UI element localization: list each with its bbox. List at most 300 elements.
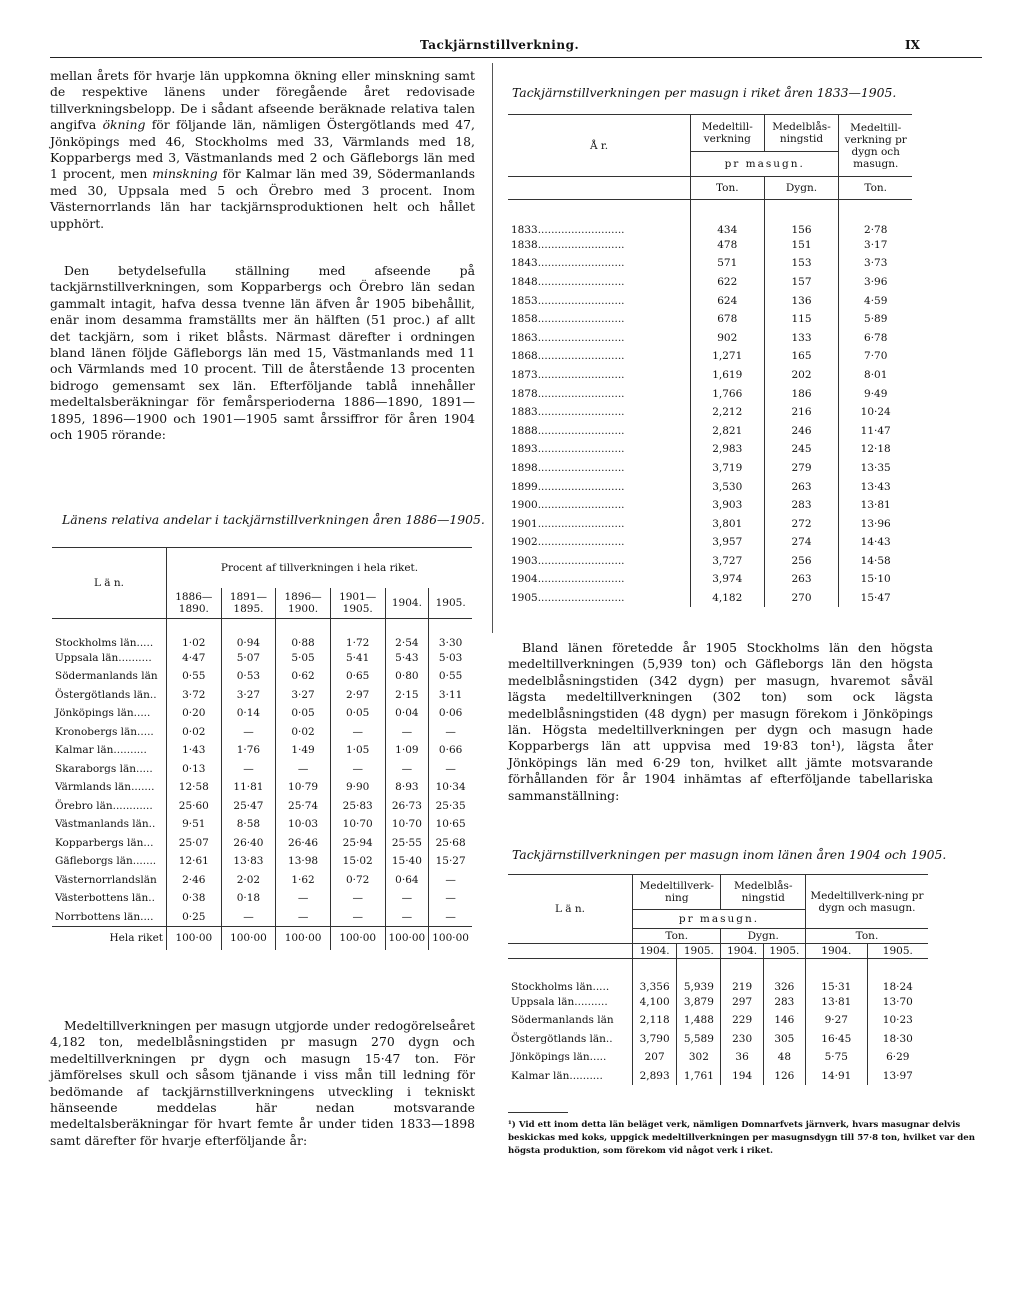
table-cell: 15·27 (429, 852, 472, 871)
table-cell: 10·03 (276, 815, 331, 834)
table1-caption: Länens relativa andelar i tackjärnstillverkningen åren 1886—1905. (62, 512, 485, 527)
table-cell: 26·73 (385, 797, 429, 816)
table-cell: 5·41 (330, 649, 385, 668)
table-cell: 3,356 (633, 959, 677, 993)
table-cell: 156 (764, 200, 839, 236)
table-cell: 13·70 (867, 993, 928, 1012)
table-row (508, 459, 912, 478)
header-rule (50, 57, 982, 58)
year-label: 1905.......................... (511, 592, 625, 605)
table-cell: 2,118 (633, 1011, 677, 1030)
t1-col-header: 1891—1895. (221, 588, 276, 619)
table-cell: 1,271 (691, 347, 765, 366)
table-cell: 1·72 (330, 619, 385, 649)
table-cell: 4·59 (839, 291, 912, 310)
table-cell: 25·83 (330, 797, 385, 816)
table-cell: 202 (764, 366, 839, 385)
t3-unit2: Dygn. (721, 929, 805, 944)
table-row (508, 1011, 928, 1030)
table-cell: 3·96 (839, 273, 912, 292)
table-per-masugn-lan (508, 874, 928, 1085)
table-cell: 2·54 (385, 619, 429, 649)
table-row (508, 533, 912, 552)
table-cell: 3,719 (691, 459, 765, 478)
table-cell: 283 (763, 993, 805, 1012)
table-row (508, 273, 912, 292)
table-cell: 165 (764, 347, 839, 366)
table-cell: 0·18 (221, 889, 276, 908)
table-cell: 14·58 (839, 552, 912, 571)
table3-caption: Tackjärnstillverkningen per masugn inom länen åren 1904 och 1905. (512, 847, 947, 862)
t3-unit3: Ton. (805, 929, 928, 944)
table-cell: 9·27 (805, 1011, 867, 1030)
table-cell: 3,801 (691, 514, 765, 533)
total-row (52, 926, 472, 950)
table-cell: 678 (691, 310, 765, 329)
table-cell: 5·89 (839, 310, 912, 329)
p1-d: för följande län, nämligen Östergötlands med 47, Jönköpings med 46, Stockholms med 33, Värmlands med 18, Kopparbergs med 3, Västmanlands med 2 och Gäfleborgs län med 1 procent, men (50, 117, 475, 182)
year-label: 1878.......................... (511, 387, 625, 400)
total-cell: 100·00 (276, 926, 331, 950)
table-cell: 5,939 (677, 959, 721, 993)
table-cell: 13·81 (839, 496, 912, 515)
t1-lan-header: L ä n. (52, 548, 167, 619)
table-cell: — (276, 889, 331, 908)
table-cell: 270 (764, 589, 839, 608)
year-label: 1888.......................... (511, 424, 625, 437)
table-row (52, 723, 472, 742)
t1-col-header: 1896—1900. (276, 588, 331, 619)
table-row (52, 649, 472, 668)
table-cell: 6·29 (867, 1048, 928, 1067)
table-cell: 12·58 (167, 778, 222, 797)
table-cell: 256 (764, 552, 839, 571)
table-row (52, 889, 472, 908)
table-cell: 2,983 (691, 440, 765, 459)
table-cell: 1·76 (221, 741, 276, 760)
table-cell: 274 (764, 533, 839, 552)
table-cell: 571 (691, 254, 765, 273)
t3-col2-header: Medelblås-ningstid (721, 875, 805, 910)
table-cell: 0·94 (221, 619, 276, 649)
table-cell: — (330, 889, 385, 908)
table-cell: 10·70 (330, 815, 385, 834)
table-cell: 0·53 (221, 667, 276, 686)
table-cell: 5,589 (677, 1030, 721, 1049)
year-label: 1868.......................... (511, 350, 625, 363)
table2-caption: Tackjärnstillverkningen per masugn i riket åren 1833—1905. (512, 85, 897, 100)
table-cell: 0·25 (167, 908, 222, 927)
table-cell: 115 (764, 310, 839, 329)
t2-year-header: Å r. (589, 139, 609, 152)
table-row (52, 619, 472, 649)
table-row (52, 760, 472, 779)
table-cell: — (276, 760, 331, 779)
row-label: Uppsala län.......... (511, 995, 608, 1008)
table-cell: 2·97 (330, 686, 385, 705)
table-row (52, 741, 472, 760)
table-cell: 36 (721, 1048, 763, 1067)
table-per-masugn-riket (508, 114, 912, 607)
table-cell: 1·09 (385, 741, 429, 760)
table-cell: 0·20 (167, 704, 222, 723)
t2-unit3: Ton. (839, 177, 912, 200)
table-cell: 4,100 (633, 993, 677, 1012)
table-cell: 8·58 (221, 815, 276, 834)
table-cell: 126 (763, 1067, 805, 1086)
table-row (508, 496, 912, 515)
t3-lan-header: L ä n. (554, 903, 585, 915)
table-cell: 3,727 (691, 552, 765, 571)
year-label: 1843.......................... (511, 257, 625, 270)
total-label: Hela riket (52, 926, 167, 950)
table-cell: — (330, 723, 385, 742)
table-cell: 3·30 (429, 619, 472, 649)
p1-e: minskning (152, 166, 218, 182)
table-cell: 16·45 (805, 1030, 867, 1049)
table-cell: 1·05 (330, 741, 385, 760)
table-cell: 4·47 (167, 649, 222, 668)
table-cell: 11·47 (839, 421, 912, 440)
table-cell: 3·27 (276, 686, 331, 705)
table-cell: 3,974 (691, 570, 765, 589)
table-cell: 0·55 (167, 667, 222, 686)
table-cell: 13·96 (839, 514, 912, 533)
table-cell: 263 (764, 570, 839, 589)
p1-b: De i sådant afseende beräknade relativa talen angifva (50, 100, 475, 133)
left-paragraph-1 (50, 68, 475, 232)
table-cell: 245 (764, 440, 839, 459)
table-row (508, 440, 912, 459)
table-cell: — (385, 723, 429, 742)
table-cell: 2·02 (221, 871, 276, 890)
table-cell: 13·97 (867, 1067, 928, 1086)
year-header: 1905. (763, 944, 805, 959)
table-row (508, 200, 912, 236)
table-row (52, 704, 472, 723)
table-cell: 1·49 (276, 741, 331, 760)
table-cell: 478 (691, 236, 765, 255)
row-label: Kalmar län.......... (511, 1069, 603, 1082)
table-cell: 1·02 (167, 619, 222, 649)
table-row (508, 589, 912, 608)
table-cell: 326 (763, 959, 805, 993)
table-cell: 5·03 (429, 649, 472, 668)
row-label: Skaraborgs län..... (55, 762, 153, 775)
table-cell: 3,879 (677, 993, 721, 1012)
table-cell: 2·78 (839, 200, 912, 236)
table-cell: 229 (721, 1011, 763, 1030)
table-row (508, 328, 912, 347)
total-cell: 100·00 (330, 926, 385, 950)
row-label: Västernorrlandslän (55, 873, 157, 886)
table-cell: 1·43 (167, 741, 222, 760)
table-cell: 2,212 (691, 403, 765, 422)
table-cell: 0·38 (167, 889, 222, 908)
t1-col-header: 1901—1905. (330, 588, 385, 619)
table-cell: 0·55 (429, 667, 472, 686)
table-cell: 25·60 (167, 797, 222, 816)
table-cell: 18·24 (867, 959, 928, 993)
table-cell: 1·62 (276, 871, 331, 890)
row-label: Kalmar län.......... (55, 744, 147, 757)
year-label: 1863.......................... (511, 331, 625, 344)
table-cell: 10·34 (429, 778, 472, 797)
table-cell: 14·43 (839, 533, 912, 552)
table-cell: 15·31 (805, 959, 867, 993)
table-cell: 0·80 (385, 667, 429, 686)
table-cell: 2,821 (691, 421, 765, 440)
year-label: 1848.......................... (511, 275, 625, 288)
table-cell: 25·47 (221, 797, 276, 816)
table-cell: 3·27 (221, 686, 276, 705)
table-cell: 2·46 (167, 871, 222, 890)
table-cell: — (429, 889, 472, 908)
year-label: 1873.......................... (511, 368, 625, 381)
table-cell: 3·17 (839, 236, 912, 255)
table-cell: 283 (764, 496, 839, 515)
year-label: 1900.......................... (511, 499, 625, 512)
table-cell: 9·51 (167, 815, 222, 834)
table-cell: — (429, 760, 472, 779)
table-row (508, 347, 912, 366)
table-row (508, 570, 912, 589)
year-label: 1904.......................... (511, 573, 625, 586)
table-cell: — (330, 760, 385, 779)
row-label: Gäfleborgs län....... (55, 855, 157, 868)
table-row (508, 236, 912, 255)
table-cell: 3,790 (633, 1030, 677, 1049)
table-cell: 5·05 (276, 649, 331, 668)
total-cell: 100·00 (429, 926, 472, 950)
table-cell: 26·46 (276, 834, 331, 853)
year-label: 1858.......................... (511, 313, 625, 326)
table-cell: 15·47 (839, 589, 912, 608)
table-cell: 136 (764, 291, 839, 310)
p1-a: mellan årets för hvarje län uppkomna ökning eller minskning samt de respektive länens under föregående året redovisade tillverkningsbelopp. (50, 68, 475, 116)
year-header: 1905. (867, 944, 928, 959)
t1-span-header: Procent af tillverkningen i hela riket. (167, 548, 473, 589)
table-cell: 6·78 (839, 328, 912, 347)
table-cell: 146 (763, 1011, 805, 1030)
table-cell: 18·30 (867, 1030, 928, 1049)
row-label: Östergötlands län.. (55, 688, 157, 701)
year-header: 1904. (805, 944, 867, 959)
row-label: Kronobergs län..... (55, 725, 154, 738)
table-cell: 13·81 (805, 993, 867, 1012)
table-cell: 14·91 (805, 1067, 867, 1086)
table-cell: 0·62 (276, 667, 331, 686)
row-label: Västmanlands län.. (55, 818, 156, 831)
table-cell: 230 (721, 1030, 763, 1049)
table-cell: 10·70 (385, 815, 429, 834)
table-row (508, 1067, 928, 1086)
row-label: Norrbottens län.... (55, 910, 154, 923)
t1-col-header: 1905. (429, 588, 472, 619)
column-divider (492, 63, 493, 633)
footnote: ¹) Vid ett inom detta län beläget verk, nämligen Domnarfvets järnverk, hvars masugnar delvis beskickas med koks, uppgick medeltillverkningen per masugnsdygn till 57·8 ton, hvilket var den högsta produktion, som förekom vid något verk i riket. (508, 1120, 976, 1156)
t3-col1-header: Medeltillverk-ning (633, 875, 721, 910)
p1-f: för Kalmar län med 39, Södermanlands med 30, Uppsala med 5 och Örebro med 3 procent. Inom Västernorrlands län har tackjärnsproduktionen helt och hållet upphört. (50, 166, 475, 231)
total-cell: 100·00 (221, 926, 276, 950)
table-row (508, 254, 912, 273)
row-label: Kopparbergs län... (55, 836, 154, 849)
table-cell: — (385, 889, 429, 908)
table-cell: 2·15 (385, 686, 429, 705)
table-cell: 15·40 (385, 852, 429, 871)
t2-unit1: Ton. (691, 177, 765, 200)
table-cell: 8·93 (385, 778, 429, 797)
table-cell: 0·02 (276, 723, 331, 742)
total-cell: 100·00 (167, 926, 222, 950)
table-cell: 0·88 (276, 619, 331, 649)
year-label: 1893.......................... (511, 443, 625, 456)
table-cell: 0·65 (330, 667, 385, 686)
table-cell: 13·35 (839, 459, 912, 478)
table-cell: — (429, 908, 472, 927)
row-label: Östergötlands län.. (511, 1032, 613, 1045)
t3-col3-header: Medeltillverk-ning pr dygn och masugn. (805, 875, 928, 929)
table-cell: 302 (677, 1048, 721, 1067)
table-cell: 263 (764, 477, 839, 496)
table-cell: — (385, 908, 429, 927)
table-cell: 5·07 (221, 649, 276, 668)
table-cell: 25·94 (330, 834, 385, 853)
table-cell: 305 (763, 1030, 805, 1049)
left-paragraph-3: Medeltillverkningen per masugn utgjorde under redogörelseåret 4,182 ton, medelblåsningstiden pr masugn 270 dygn och medeltillverkningen pr dygn och masugn 15·47 ton. För jämförelses skull och såsom tjänande i viss mån till ledning för bedömande af tackjärnstillverkningens utveckling i tekniskt hänseende meddelas här nedan motsvarande medeltalsberäkningar för hvart femte år under tiden 1833—1898 samt därefter för hvarje efterföljande år: (50, 1018, 475, 1148)
row-label: Stockholms län..... (55, 636, 154, 649)
table-cell: 186 (764, 384, 839, 403)
table-cell: 13·98 (276, 852, 331, 871)
table-cell: 25·35 (429, 797, 472, 816)
t3-unit1: Ton. (633, 929, 721, 944)
year-label: 1898.......................... (511, 461, 625, 474)
table-row (52, 778, 472, 797)
table-row (508, 1048, 928, 1067)
table-row (52, 834, 472, 853)
table-cell: 434 (691, 200, 765, 236)
table-cell: 7·70 (839, 347, 912, 366)
table-cell: 26·40 (221, 834, 276, 853)
table-cell: 15·02 (330, 852, 385, 871)
table-cell: 622 (691, 273, 765, 292)
row-label: Uppsala län.......... (55, 651, 152, 664)
right-paragraph-1: Bland länen företedde år 1905 Stockholms län den högsta medeltillverkningen (5,939 ton) och Gäfleborgs län den högsta medelblåsningstiden (342 dygn) per masugn, hvaremot såväl lägsta medeltillverkningen (302 ton) som ock lägsta medelblåsningstiden (48 dygn) per masugn förekom i Jönköpings län. Högsta medeltillverkningen per dygn och masugn hade Kopparbergs län att uppvisa med 19·83 ton¹), lägsta åter Jönköpings län med 6·29 ton, hvilket allt jämte motsvarande förhållanden för år 1904 inhämtas af efterföljande tabellariska sammanställning: (508, 640, 933, 803)
page-number: IX (905, 38, 920, 52)
table-cell: 5·43 (385, 649, 429, 668)
t2-col3-header: Medeltill-verkning pr dygn och masugn. (839, 115, 912, 177)
year-label: 1899.......................... (511, 480, 625, 493)
table-cell: 4,182 (691, 589, 765, 608)
table-cell: 25·68 (429, 834, 472, 853)
row-label: Södermanlands län (55, 670, 158, 683)
table-cell: 15·10 (839, 570, 912, 589)
table-row (508, 552, 912, 571)
table-row (508, 1030, 928, 1049)
table-cell: 1,761 (677, 1067, 721, 1086)
total-cell: 100·00 (385, 926, 429, 950)
table-row (508, 310, 912, 329)
table-cell: — (221, 723, 276, 742)
table-row (52, 686, 472, 705)
table-cell: 0·05 (330, 704, 385, 723)
table-cell: 0·13 (167, 760, 222, 779)
footnote-rule (508, 1112, 568, 1113)
table-cell: 13·83 (221, 852, 276, 871)
table-cell: 8·01 (839, 366, 912, 385)
year-label: 1853.......................... (511, 294, 625, 307)
table-row (52, 797, 472, 816)
p1-c: ökning (102, 117, 146, 133)
table-cell: 3,530 (691, 477, 765, 496)
table-cell: 3·11 (429, 686, 472, 705)
running-header-title: Tackjärnstillverkning. (420, 38, 580, 52)
table-cell: 0·06 (429, 704, 472, 723)
table-relative-shares (52, 547, 472, 950)
table-row (52, 667, 472, 686)
table-cell: 0·05 (276, 704, 331, 723)
year-label: 1833.......................... (511, 223, 625, 236)
table-cell: — (429, 723, 472, 742)
row-label: Jönköpings län..... (55, 707, 151, 720)
table-cell: 0·64 (385, 871, 429, 890)
table-cell: 10·65 (429, 815, 472, 834)
table-cell: 10·79 (276, 778, 331, 797)
table-row (52, 871, 472, 890)
table-cell: 279 (764, 459, 839, 478)
table-cell: — (330, 908, 385, 927)
table-cell: 0·14 (221, 704, 276, 723)
row-label: Örebro län............ (55, 799, 153, 812)
table-cell: 297 (721, 993, 763, 1012)
table-cell: 10·24 (839, 403, 912, 422)
table-cell: 9·90 (330, 778, 385, 797)
table-cell: — (385, 760, 429, 779)
table-cell: — (276, 908, 331, 927)
table-cell: 624 (691, 291, 765, 310)
table-cell: 48 (763, 1048, 805, 1067)
t3-pr-masugn: pr masugn. (633, 910, 806, 929)
table-cell: 1,766 (691, 384, 765, 403)
row-label: Södermanlands län (511, 1014, 614, 1027)
t2-unit2: Dygn. (764, 177, 839, 200)
left-paragraph-2: Den betydelsefulla ställning med afseende på tackjärnstillverkningen, som Kopparbergs och Örebro län sedan gammalt intagit, hafva dessa tvenne län äfven år 1905 bibehållit, enär inom desamma framställts mer än hälften (51 proc.) af allt det tackjärn, som i riket blåsts. Närmast därefter i ordningen bland länen följde Gäfleborgs län med 15, Västmanlands med 11 och Värmlands med 10 procent. Till de återstående 13 procenten bidrogo gemensamt sex län. Efterföljande tablå innehåller medeltalsberäkningar för femårsperioderna 1886—1890, 1891—1895, 1896—1900 och 1901—1905 samt årssiffror för åren 1904 och 1905 rörande: (50, 263, 475, 443)
t1-col-header: 1904. (385, 588, 429, 619)
table-row (508, 403, 912, 422)
table-cell: 10·23 (867, 1011, 928, 1030)
table-row (508, 421, 912, 440)
table-cell: 207 (633, 1048, 677, 1067)
table-cell: 246 (764, 421, 839, 440)
table-cell: 12·18 (839, 440, 912, 459)
table-cell: 0·66 (429, 741, 472, 760)
row-label: Stockholms län..... (511, 980, 610, 993)
t1-col-header: 1886—1890. (167, 588, 222, 619)
year-label: 1902.......................... (511, 536, 625, 549)
table-row (52, 852, 472, 871)
table-cell: 3,903 (691, 496, 765, 515)
table-row (508, 366, 912, 385)
year-label: 1883.......................... (511, 406, 625, 419)
table-row (508, 477, 912, 496)
table-row (508, 384, 912, 403)
table-cell: 9·49 (839, 384, 912, 403)
table-row (508, 514, 912, 533)
row-label: Värmlands län....... (55, 781, 155, 794)
table-cell: 0·02 (167, 723, 222, 742)
table-cell: 133 (764, 328, 839, 347)
year-label: 1903.......................... (511, 554, 625, 567)
